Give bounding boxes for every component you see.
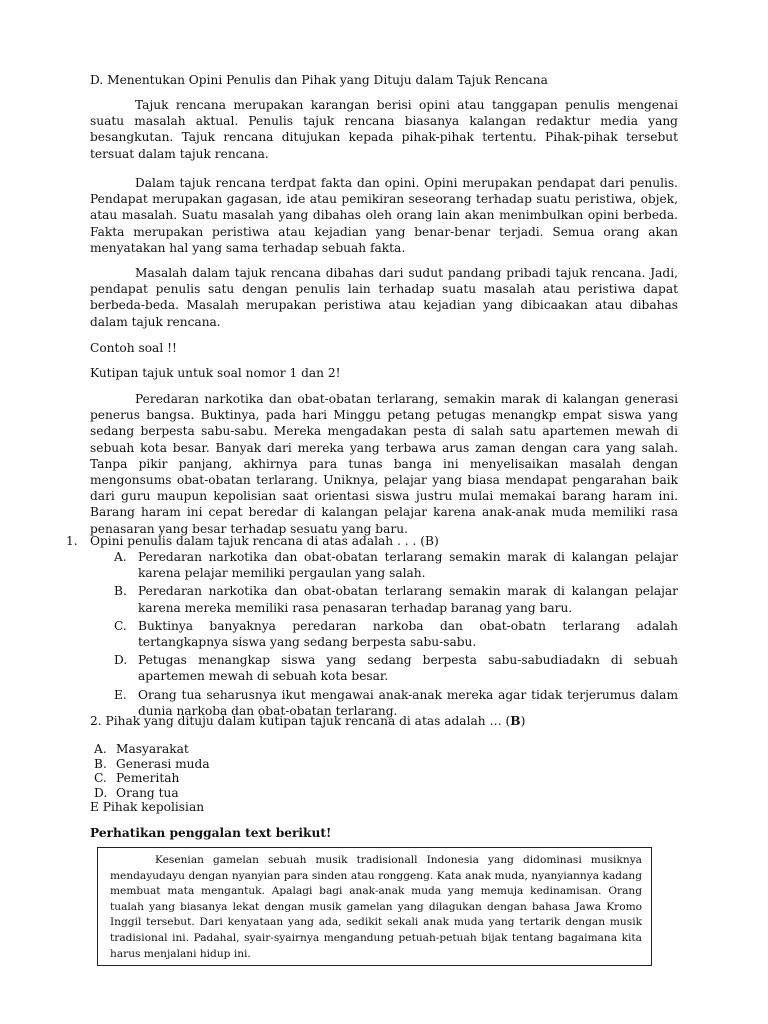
kutipan-intro: Kutipan tajuk untuk soal nomor 1 dan 2! bbox=[90, 366, 341, 380]
option-text: Peredaran narkotika dan obat-obatan terlarang semakin marak di kalangan pelajar karena pelajar memiliki pergaulan yang salah. bbox=[138, 550, 678, 581]
question-2-close: ) bbox=[520, 714, 526, 728]
option-c bbox=[114, 618, 678, 650]
option-a bbox=[114, 549, 678, 581]
option-text: Peredaran narkotika dan obat-obatan terlarang semakin marak di kalangan pelajar karena mereka memiliki rasa penasaran terhadap baranag yang baru. bbox=[138, 584, 678, 615]
option-letter: A. bbox=[114, 550, 127, 564]
kutipan-paragraph: Peredaran narkotika dan obat-obatan terlarang, semakin marak di kalangan generasi penerus bangsa. Buktinya, pada hari Minggu petang petugas menangkp empat siswa yang sedang berpesta sabu-sabu. Mereka mengadakan pesta di salah satu apartemen mewah di sebuah kota besar. Banyak dari mereka yang terbawa arus zaman dengan cara yang salah. Tanpa pikir panjang, akhirnya para tunas banga ini menyelisaikan masalah dengan mengonsums obat-obatan terlarang. Uniknya, pelajar yang biasa mendapat pengarahan baik dari guru maupun kepolisian saat orientasi siswa justru mulai memakai barang haram ini. Barang haram ini cepat beredar di kalangan pelajar karena anak-anak muda memiliki rasa penasaran yang besar terhadap sesuatu yang baru. bbox=[90, 392, 678, 536]
option-text: Masyarakat bbox=[116, 742, 189, 756]
option-d bbox=[114, 652, 678, 684]
question-2-options bbox=[90, 742, 210, 815]
option-text: Pemeritah bbox=[116, 771, 180, 786]
q2-option-d bbox=[94, 786, 210, 801]
paragraph-1: Tajuk rencana merupakan karangan berisi opini atau tanggapan penulis mengenai suatu masalah aktual. Penulis tajuk rencana biasanya kalangan redaktur media yang besangkutan. Tajuk rencana ditujukan kepada pihak-pihak tertentu. Pihak-pihak tersebut tersuat dalam tajuk rencana. bbox=[90, 98, 678, 161]
option-text: Buktinya banyaknya peredaran narkoba dan obat-obatn terlarang adalah tertangkapnya siswa yang sedang berpesta sabu-sabu. bbox=[138, 618, 678, 650]
penggalan-text: Kesenian gamelan sebuah musik tradisionall Indonesia yang didominasi musiknya mendayudayu dengan nyanyian para sinden atau ronggeng. Kata anak muda, nyanyiannya kadang membuat mata mengantuk. Apalagi bagi anak-anak muda yang memuja kedinamisan. Orang tualah yang biasanya lekat dengan musik gamelan yang dilagukan dengan bahasa Jawa Kromo Inggil tersebut. Dari kenyataan yang ada, sedikit sekali anak muda yang tertarik dengan musik tradisional ini. Padahal, syair-syairnya mengandung petuah-petuah bijak tentang bagaimana kita harus menjalani hidup ini. bbox=[110, 854, 642, 960]
option-b bbox=[114, 583, 678, 615]
option-letter: D. bbox=[94, 785, 108, 800]
question-2-answer: B bbox=[510, 714, 521, 728]
q2-option-c bbox=[94, 771, 210, 786]
paragraph-3: Masalah dalam tajuk rencana dibahas dari sudut pandang pribadi tajuk rencana. Jadi, pendapat penulis satu dengan penulis lain terhadap suatu masalah atau peristiwa dapat berbeda-beda. Masalah merupakan peristiwa atau kejadian yang dibicaakan atau dibahas dalam tajuk rencana. bbox=[90, 266, 678, 329]
penggalan-box bbox=[97, 847, 652, 966]
question-1-number: 1. bbox=[66, 534, 78, 548]
option-letter: C. bbox=[94, 771, 107, 786]
option-letter: B. bbox=[114, 584, 127, 599]
option-letter: D. bbox=[114, 653, 128, 668]
option-letter: A. bbox=[94, 742, 107, 756]
question-2 bbox=[90, 713, 525, 729]
question-1-text: Opini penulis dalam tajuk rencana di atas adalah . . . (B) bbox=[90, 534, 439, 548]
option-text: Orang tua seharusnya ikut mengawai anak-anak mereka agar tidak terjerumus dalam dunia narkoba dan obat-obatan terlarang. bbox=[138, 687, 678, 718]
option-letter: E bbox=[90, 800, 99, 815]
q2-option-b bbox=[94, 757, 210, 772]
option-text: Generasi muda bbox=[116, 756, 210, 771]
question-2-text: 2. Pihak yang dituju dalam kutipan tajuk rencana di atas adalah … ( bbox=[90, 714, 511, 728]
question-1-options bbox=[114, 549, 678, 721]
option-text: Petugas menangkap siswa yang sedang berpesta sabu-sabudiadakn di sebuah apartemen mewah di sebuah kota besar. bbox=[138, 653, 678, 684]
option-text: Orang tua bbox=[116, 785, 179, 800]
q2-option-e bbox=[90, 800, 210, 815]
option-letter: B. bbox=[94, 756, 107, 771]
q2-option-a bbox=[94, 742, 210, 757]
penggalan-title: Perhatikan penggalan text berikut! bbox=[90, 826, 332, 840]
option-letter: C. bbox=[114, 618, 127, 633]
option-text: Pihak kepolisian bbox=[102, 800, 205, 815]
contoh-soal-label: Contoh soal !! bbox=[90, 341, 177, 355]
paragraph-2: Dalam tajuk rencana terdpat fakta dan opini. Opini merupakan pendapat dari penulis. Pendapat merupakan gagasan, ide atau pemikiran seseorang terhadap suatu peristiwa, objek, atau masalah. Suatu masalah yang dibahas oleh orang lain akan menimbulkan opini berbeda. Fakta merupakan peristiwa atau kejadian yang benar-benar terjadi. Semua orang akan menyatakan hal yang sama terhadap sebuah fakta. bbox=[90, 176, 678, 255]
section-heading: D. Menentukan Opini Penulis dan Pihak yang Dituju dalam Tajuk Rencana bbox=[90, 73, 548, 87]
option-letter: E. bbox=[114, 687, 127, 702]
